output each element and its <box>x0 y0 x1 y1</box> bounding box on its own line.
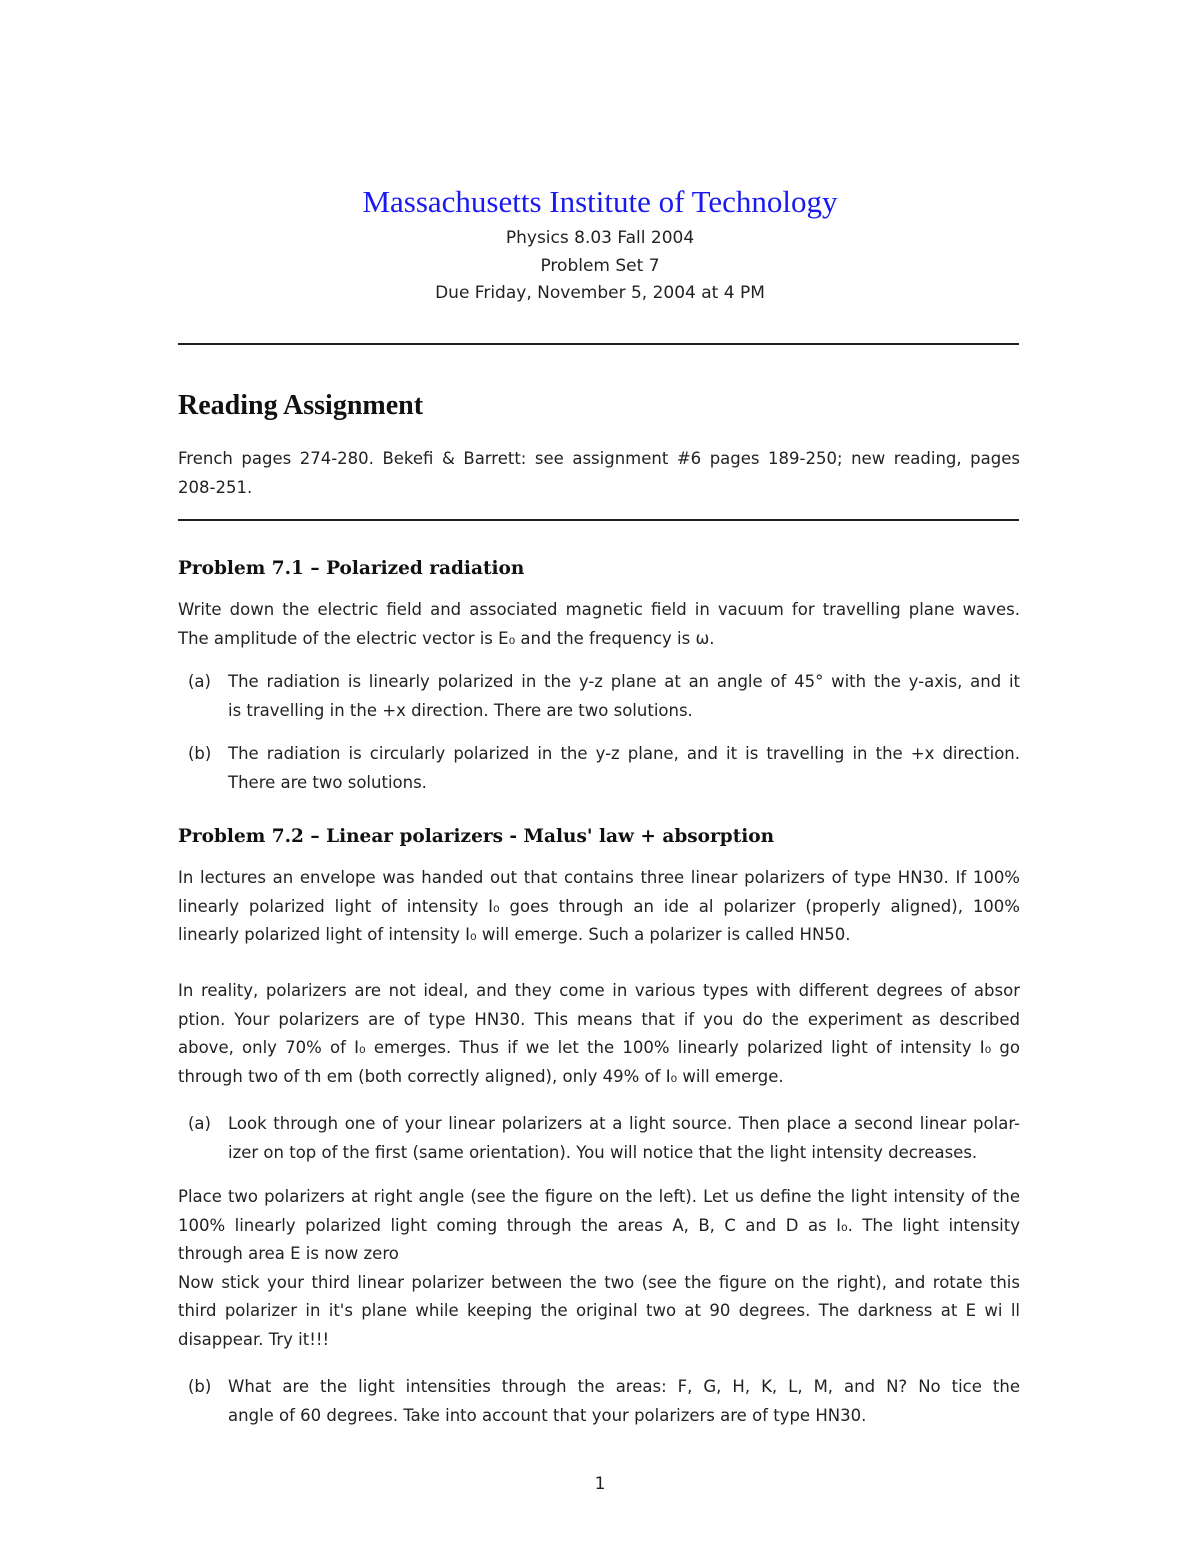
item-line: is travelling in the +x direction. There are two solutions. <box>228 700 693 720</box>
problem-set-line: Problem Set 7 <box>540 256 660 276</box>
para-line: ption. Your polarizers are of type HN30. This means that if you do the experiment as described <box>178 1009 1020 1029</box>
intro-line: The amplitude of the electric vector is E₀ and the frequency is ω. <box>178 628 715 648</box>
para-line: through area E is now zero <box>178 1244 399 1263</box>
problem-7-2-para-2 <box>178 977 1020 1091</box>
para-line: linearly polarized light of intensity I₀ goes through an ide al polarizer (properly aligned), 100% <box>178 896 1020 916</box>
item-label: (a) <box>188 1114 211 1133</box>
reading-assignment-heading: Reading Assignment <box>178 390 424 421</box>
item-label: (b) <box>188 1377 212 1396</box>
reading-assignment-text <box>178 445 1020 502</box>
reading-line: French pages 274-280. Bekefi & Barrett: see assignment #6 pages 189-250; new reading, pages <box>178 449 1020 468</box>
institution-title: Massachusetts Institute of Technology <box>362 184 838 219</box>
horizontal-rule-bottom <box>178 519 1019 521</box>
item-line: The radiation is linearly polarized in the y-z plane at an angle of 45° with the y-axis, and it <box>228 672 1020 691</box>
para-line: above, only 70% of I₀ emerges. Thus if we let the 100% linearly polarized light of intensity I₀ go <box>178 1038 1020 1057</box>
para-line: In reality, polarizers are not ideal, and they come in various types with different degrees of absor <box>178 981 1020 1000</box>
intro-line: Write down the electric field and associated magnetic field in vacuum for travelling plane waves. <box>178 600 1020 619</box>
para-line: linearly polarized light of intensity I₀ will emerge. Such a polarizer is called HN50. <box>178 925 851 944</box>
item-line: izer on top of the first (same orientation). You will notice that the light intensity decreases. <box>228 1142 978 1162</box>
para-line: third polarizer in it's plane while keeping the original two at 90 degrees. The darkness at E wi ll <box>178 1301 1020 1320</box>
para-line: Place two polarizers at right angle (see the figure on the left). Let us define the light intensity of the <box>178 1187 1020 1206</box>
reading-line: 208-251. <box>178 477 253 497</box>
problem-7-2-para-1 <box>178 864 1020 950</box>
item-line: Look through one of your linear polarizers at a light source. Then place a second linear polar- <box>228 1114 1020 1133</box>
page-number: 1 <box>594 1474 606 1494</box>
horizontal-rule-top <box>178 343 1019 345</box>
para-line: disappear. Try it!!! <box>178 1329 330 1349</box>
item-line: The radiation is circularly polarized in the y-z plane, and it is travelling in the +x direction. <box>228 744 1020 763</box>
item-line: There are two solutions. <box>228 772 427 792</box>
para-line: Now stick your third linear polarizer between the two (see the figure on the right), and rotate this <box>178 1272 1020 1292</box>
problem-7-2-para-3 <box>178 1183 1020 1354</box>
problem-7-1-intro <box>178 596 1020 653</box>
problem-7-1-heading: Problem 7.1 – Polarized radiation <box>178 558 525 579</box>
para-line: In lectures an envelope was handed out that contains three linear polarizers of type HN30. If 100% <box>178 868 1020 887</box>
item-label: (a) <box>188 672 211 691</box>
item-line: What are the light intensities through the areas: F, G, H, K, L, M, and N? No tice the <box>228 1377 1020 1396</box>
item-line: angle of 60 degrees. Take into account that your polarizers are of type HN30. <box>228 1405 867 1425</box>
course-line: Physics 8.03 Fall 2004 <box>505 228 695 248</box>
para-line: through two of th em (both correctly aligned), only 49% of I₀ will emerge. <box>178 1066 784 1086</box>
item-label: (b) <box>188 744 212 763</box>
due-date-line: Due Friday, November 5, 2004 at 4 PM <box>435 283 765 303</box>
para-line: 100% linearly polarized light coming through the areas A, B, C and D as I₀. The light intensity <box>178 1215 1020 1235</box>
problem-7-2-heading: Problem 7.2 – Linear polarizers - Malus' law + absorption <box>178 826 775 847</box>
